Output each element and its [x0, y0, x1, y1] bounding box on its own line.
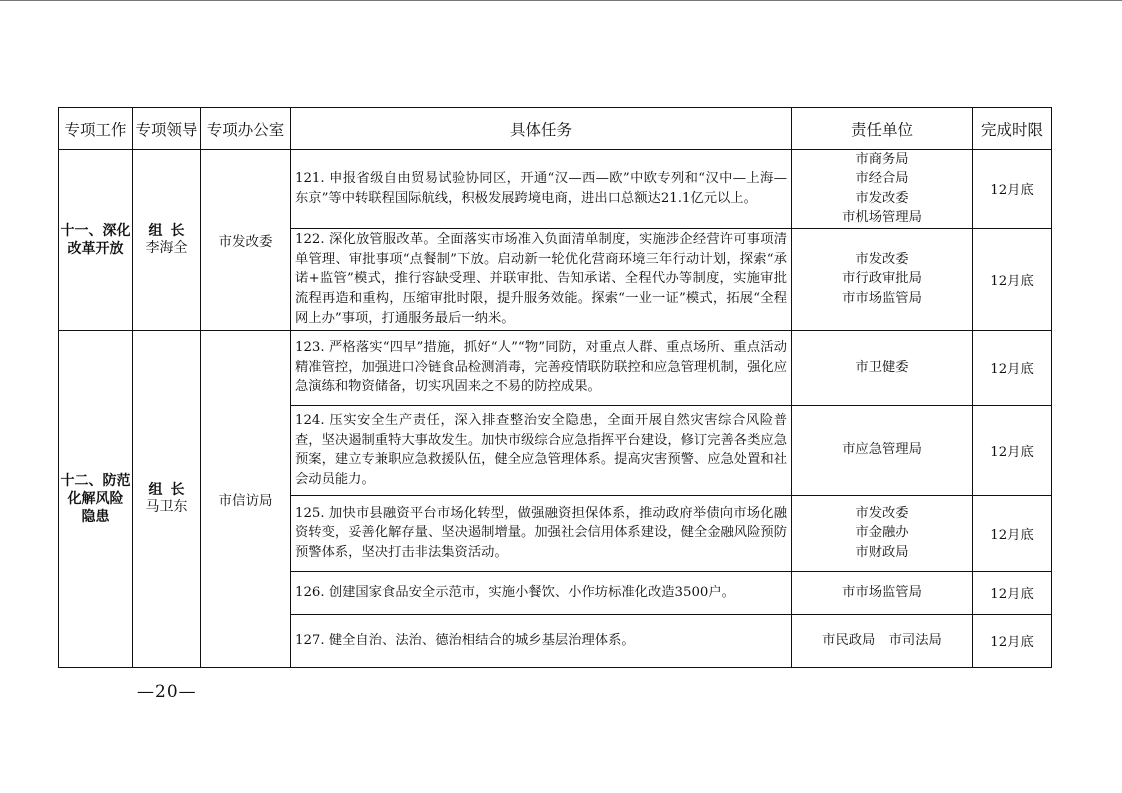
deadline-124: 12月底	[973, 405, 1052, 495]
header-row	[59, 108, 1052, 150]
header-work: 专项工作	[59, 108, 133, 150]
section-title-12: 十二、防范 化解风险 隐患	[59, 330, 133, 667]
section-office-12: 市信访局	[201, 330, 291, 667]
table-row	[59, 330, 1052, 405]
header-leader: 专项领导	[133, 108, 201, 150]
section-office-11: 市发改委	[201, 150, 291, 331]
header-deadline: 完成时限	[973, 108, 1052, 150]
task-125: 125. 加快市县融资平台市场化转型，做强融资担保体系，推动政府举债向市场化融资转变，妥善化解存量、坚决遏制增量。加强社会信用体系建设，健全金融风险预防预警体系，坚决打击非法集资活动。	[291, 495, 792, 571]
leader-name: 李海全	[145, 239, 188, 256]
section-title-11: 十一、深化 改革开放	[59, 150, 133, 331]
unit-123: 市卫健委	[792, 330, 973, 405]
task-123: 123. 严格落实“四早”措施，抓好“人”“物”同防，对重点人群、重点场所、重点活动精准管控，加强进口冷链食品检测消毒，完善疫情联防联控和应急管理机制，强化应急演练和物资储备，切实巩固来之不易的防控成果。	[291, 330, 792, 405]
task-122: 122. 深化放管服改革。全面落实市场准入负面清单制度，实施涉企经营许可事项清单管理、审批事项“点餐制”下放。启动新一轮优化营商环境三年行动计划，探索“承诺+监管”模式，推行容缺受理、并联审批、告知承诺、全程代办等制度，实施审批流程再造和重构，压缩审批时限，提升服务效能。探索“一业一证”模式，拓展“全程网上办”事项，打通服务最后一纳米。	[291, 228, 792, 330]
page-number: —20—	[137, 682, 197, 702]
leader-name: 马卫东	[145, 498, 188, 515]
unit-125: 市发改委 市金融办 市财政局	[792, 495, 973, 571]
leader-role: 组长	[148, 222, 193, 239]
header-unit: 责任单位	[792, 108, 973, 150]
task-127: 127. 健全自治、法治、德治相结合的城乡基层治理体系。	[291, 614, 792, 667]
section-leader-12	[133, 330, 201, 667]
task-table	[58, 107, 1052, 668]
unit-127: 市民政局 市司法局	[792, 614, 973, 667]
deadline-127: 12月底	[973, 614, 1052, 667]
deadline-125: 12月底	[973, 495, 1052, 571]
leader-role: 组长	[148, 481, 193, 498]
deadline-126: 12月底	[973, 571, 1052, 614]
unit-122: 市发改委 市行政审批局 市市场监管局	[792, 228, 973, 330]
page-top-border	[0, 0, 1122, 1]
deadline-121: 12月底	[973, 150, 1052, 229]
unit-121: 市商务局 市经合局 市发改委 市机场管理局	[792, 150, 973, 229]
header-office: 专项办公室	[201, 108, 291, 150]
task-126: 126. 创建国家食品安全示范市，实施小餐饮、小作坊标准化改造3500户。	[291, 571, 792, 614]
deadline-122: 12月底	[973, 228, 1052, 330]
header-task: 具体任务	[291, 108, 792, 150]
task-124: 124. 压实安全生产责任，深入排查整治安全隐患，全面开展自然灾害综合风险普查，坚决遏制重特大事故发生。加快市级综合应急指挥平台建设，修订完善各类应急预案，建立专兼职应急救援队伍，健全应急管理体系。提高灾害预警、应急处置和社会动员能力。	[291, 405, 792, 495]
unit-126: 市市场监管局	[792, 571, 973, 614]
section-leader-11	[133, 150, 201, 331]
unit-124: 市应急管理局	[792, 405, 973, 495]
task-121: 121. 申报省级自由贸易试验协同区，开通“汉—西—欧”中欧专列和“汉中—上海—东京”等中转联程国际航线，积极发展跨境电商，进出口总额达21.1亿元以上。	[291, 150, 792, 229]
deadline-123: 12月底	[973, 330, 1052, 405]
table-row	[59, 150, 1052, 229]
